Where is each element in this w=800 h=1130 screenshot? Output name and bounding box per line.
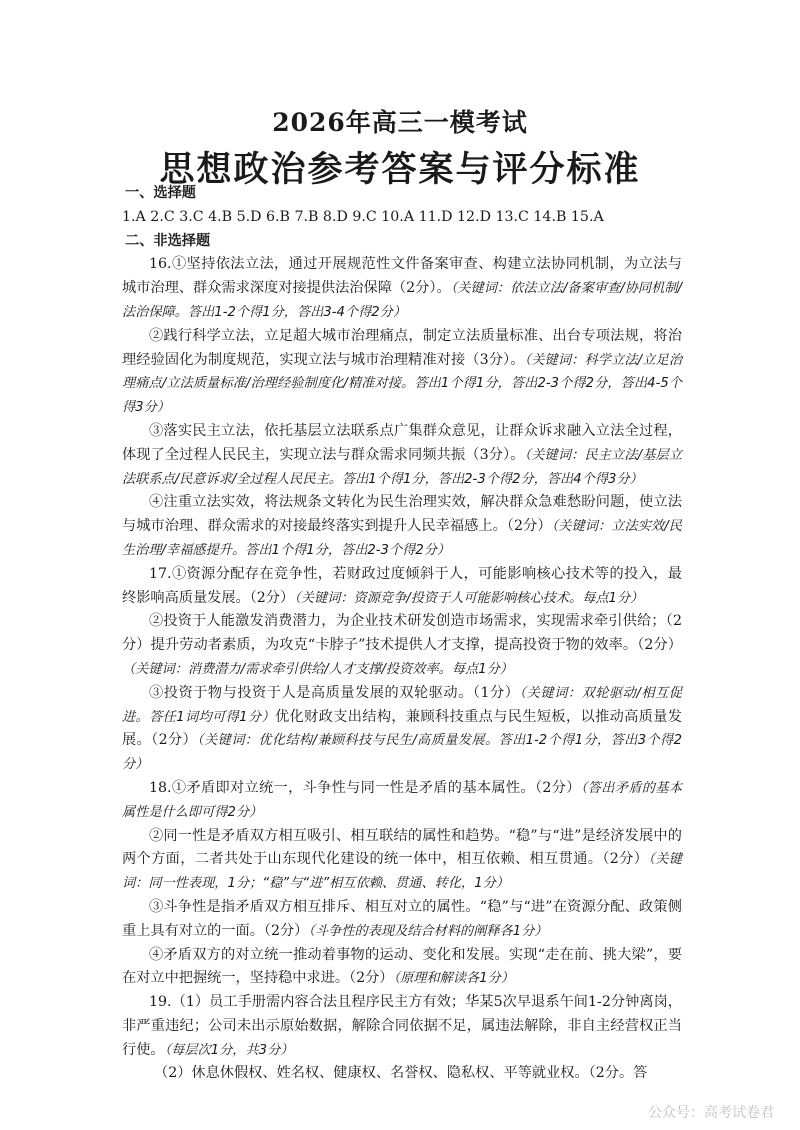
q18-point-4: ④矛盾双方的对立统一推动着事物的运动、变化和发展。实现“走在前、挑大梁”，要在对立中把握统一，坚持稳中求进。（2分）（原理和解读各1分） (122, 946, 682, 987)
q17-point-2: ②投资于人能激发消费潜力，为企业技术研发创造市场需求，实现需求牵引供给；（2分）提升劳动者素质，为攻克“卡脖子”技术提供人才支撑，提高投资于物的效率。（2分）（关键词：消费潜力/需求牵引供给/人才支撑/投资效率。每点1分） (122, 613, 682, 677)
q17-point-1: 17.①资源分配存在竞争性，若财政过度倾斜于人，可能影响核心技术等的投入，最终影响高质量发展。（2分）（关键词：资源竞争/投资于人可能影响核心技术。每点1分） (122, 565, 682, 606)
q18-point-3: ③斗争性是指矛盾双方相互排斥、相互对立的属性。“稳”与“进”在资源分配、政策侧重上具有对立的一面。（2分）（斗争性的表现及结合材料的阐释各1分） (122, 898, 682, 939)
q18-point-4-keywords: （原理和解读各1分） (393, 971, 514, 987)
q17-point-2-keywords: （关键词：消费潜力/需求牵引供给/人才支撑/投资效率。每点1分） (122, 661, 513, 677)
multiple-choice-answers: 1.A 2.C 3.C 4.B 5.D 6.B 7.B 8.D 9.C 10.A 11.D 12.D 13.C 14.B 15.A (122, 208, 604, 225)
q18-point-1: 18.①矛盾即对立统一，斗争性与同一性是矛盾的基本属性。（2分）（答出矛盾的基本属性是什么即可得2分） (122, 779, 682, 820)
q17-point-3-keywords-a: （关键词：双轮驱动/相互促进。答任1词均可得1分） (122, 685, 682, 725)
q17-point-3: ③投资于物与投资于人是高质量发展的双轮驱动。（1分）（关键词：双轮驱动/相互促进。答任1词均可得1分）优化财政支出结构，兼顾科技重点与民生短板，以推动高质量发展。（2分）（关键词：优化结构/兼顾科技与民生/高质量发展。答出1-2个得1分，答出3个得2分） (122, 684, 682, 773)
q17-point-1-keywords: （关键词：资源竞争/投资于人可能影响核心技术。每点1分） (294, 590, 644, 606)
q18-point-2: ②同一性是矛盾双方相互吸引、相互联结的属性和趋势。“稳”与“进”是经济发展中的两个方面，二者共处于山东现代化建设的统一体中，相互依赖、相互贯通。（2分）（关键词：同一性表现，1分；“稳”与“进”相互依赖、贯通、转化，1分） (122, 827, 682, 892)
q18-point-1-keywords: （答出矛盾的基本属性是什么即可得2分） (122, 780, 682, 820)
q16-point-1: 16.①坚持依法立法，通过开展规范性文件备案审查、构建立法协同机制，为立法与城市治理、群众需求深度对接提供法治保障（2分）。（关键词：依法立法/备案审查/协同机制/法治保障。答出1-2个得1分，答出3-4个得2分） (122, 256, 682, 320)
q16-point-3-keywords: （关键词：民主立法/基层立法联系点/民意诉求/全过程人民民主。答出1个得1分，答出2-3个得2分，答出4个得3分） (122, 447, 683, 487)
watermark: 公众号：高考试卷君 (648, 1105, 774, 1121)
q19-part-1-keywords: （每层次1分，共3分） (164, 1042, 294, 1058)
exam-title: 2026年高三一模考试 (272, 108, 528, 137)
section-heading-non-multiple-choice: 二、非选择题 (125, 232, 211, 249)
q17-point-3-keywords-b: （关键词：优化结构/兼顾科技与民生/高质量发展。答出1-2个得1分，答出3个得2分） (122, 733, 682, 773)
q19-part-2: （2）休息休假权、姓名权、健康权、名誉权、隐私权、平等就业权。（2分。答 (154, 1065, 648, 1082)
answer-content (122, 182, 682, 1086)
q16-point-2-keywords: （关键词：科学立法/立足治理痛点/立法质量标准/治理经验制度化/精准对接。答出1个得1分，答出2-3个得2分，答出4-5个得3分） (122, 352, 683, 416)
q16-point-4: ④注重立法实效，将法规条文转化为民生治理实效，解决群众急难愁盼问题，使立法与城市治理、群众需求的对接最终落实到提升人民幸福感上。（2分）（关键词：立法实效/民生治理/幸福感提升。答出1个得1分，答出2-3个得2分） (122, 494, 682, 558)
section-heading-multiple-choice: 一、选择题 (125, 185, 196, 201)
q16-point-3: ③落实民主立法，依托基层立法联系点广集群众意见，让群众诉求融入立法全过程，体现了全过程人民民主，实现立法与群众需求同频共振（3分）。（关键词：民主立法/基层立法联系点/民意诉求/全过程人民民主。答出1个得1分，答出2-3个得2分，答出4个得3分） (122, 422, 683, 487)
q19-part-1: 19.（1）员工手册需内容合法且程序民主方有效；华某5次早退系午间1-2分钟离岗，非严重违纪；公司未出示原始数据，解除合同依据不足，属违法解除，非自主经营权正当行使。（每层次1分，共3分） (122, 994, 682, 1058)
q16-point-2: ②践行科学立法，立足超大城市治理痛点，制定立法质量标准、出台专项法规，将治理经验固化为制度规范，实现立法与城市治理精准对接（3分）。（关键词：科学立法/立足治理痛点/立法质量标准/治理经验制度化/精准对接。答出1个得1分，答出2-3个得2分，答出4-5个得3分） (122, 327, 683, 416)
q16-point-1-keywords: （关键词：依法立法/备案审查/协同机制/法治保障。答出1-2个得1分，答出3-4个得2分） (122, 281, 682, 320)
q18-point-3-keywords: （斗争性的表现及结合材料的阐释各1分） (308, 923, 548, 939)
document-title: 思想政治参考答案与评分标准 (159, 149, 641, 190)
q16-point-4-keywords: （关键词：立法实效/民生治理/幸福感提升。答出1个得1分，答出2-3个得2分） (122, 519, 682, 558)
q18-point-2-keywords: （关键词：同一性表现，1分；“稳”与“进”相互依赖、贯通、转化，1分） (122, 852, 682, 892)
